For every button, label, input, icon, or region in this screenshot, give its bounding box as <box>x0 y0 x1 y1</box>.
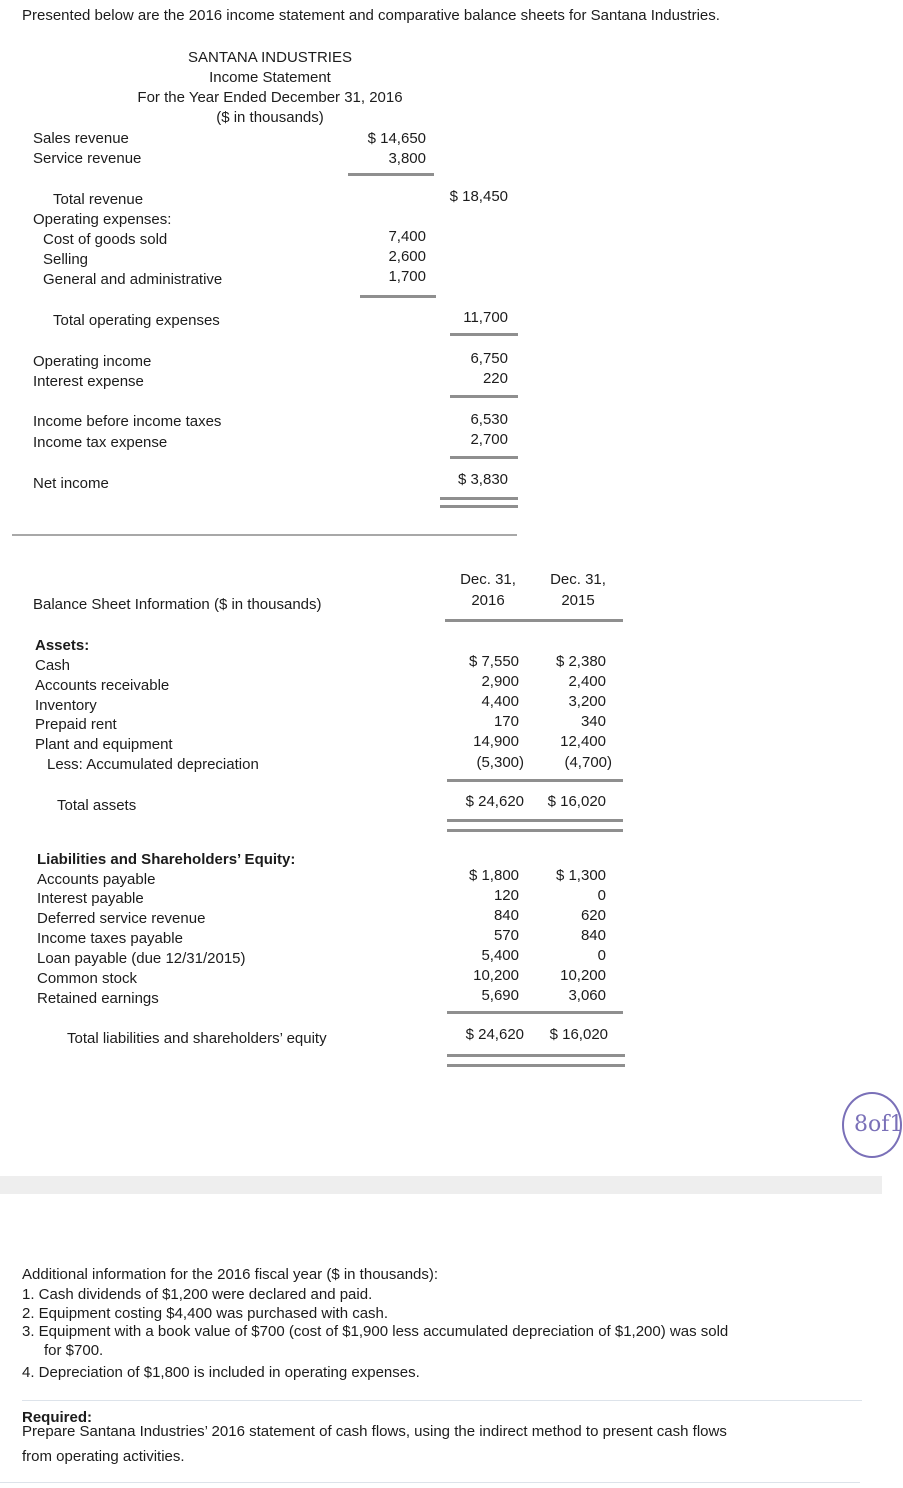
liability-2015: 3,060 <box>568 987 606 1004</box>
additional-item: 4. Depreciation of $1,800 is included in operating expenses. <box>22 1364 420 1381</box>
page-divider-band <box>0 1176 882 1194</box>
asset-2015: $ 2,380 <box>555 653 606 670</box>
asset-label: Accounts receivable <box>35 677 170 694</box>
section-separator <box>12 534 517 536</box>
total-liabilities-label: Total liabilities and shareholders’ equity <box>67 1030 327 1047</box>
asset-label: Inventory <box>35 697 97 714</box>
is-label: Net income <box>33 475 109 492</box>
handwritten-note: 8of1 <box>842 1092 902 1158</box>
is-label: Selling <box>43 251 89 268</box>
is-label: Total revenue <box>53 191 144 208</box>
is-value: 1,700 <box>388 268 426 285</box>
additional-item: 3. Equipment with a book value of $700 (cost of $1,900 less accumulated depreciation of $1,200) was sold <box>22 1323 729 1340</box>
liability-2016: 10,200 <box>473 967 519 984</box>
header-underline <box>445 619 623 622</box>
is-value: 7,400 <box>388 228 426 245</box>
liability-2015: 620 <box>580 907 606 924</box>
is-label: Service revenue <box>33 150 142 167</box>
additional-item: 2. Equipment costing $4,400 was purchased with cash. <box>22 1305 389 1322</box>
is-label: Total operating expenses <box>53 312 220 329</box>
double-underline <box>440 497 518 500</box>
is-label: Operating income <box>33 353 152 370</box>
total-assets-2015: $ 16,020 <box>547 793 606 810</box>
asset-label: Cash <box>35 657 71 674</box>
liability-2016: 5,400 <box>481 947 519 964</box>
intro-text: Presented below are the 2016 income statement and comparative balance sheets for Santana Industries. <box>22 7 720 24</box>
total-assets-label: Total assets <box>57 797 137 814</box>
double-underline <box>447 1054 625 1057</box>
asset-2016: (5,300) <box>476 754 524 771</box>
liability-2015: 840 <box>580 927 606 944</box>
liability-label: Deferred service revenue <box>37 910 206 927</box>
underline <box>450 395 518 398</box>
asset-2016: 14,900 <box>473 733 519 750</box>
is-value: $ 14,650 <box>367 130 426 147</box>
double-underline <box>447 1064 625 1067</box>
is-value: 2,600 <box>388 248 426 265</box>
asset-2015: 340 <box>580 713 606 730</box>
underline <box>447 1011 623 1014</box>
additional-item: 1. Cash dividends of $1,200 were declared and paid. <box>22 1286 373 1303</box>
is-label: Interest expense <box>33 373 144 390</box>
balance-sheet-title: Balance Sheet Information ($ in thousands) <box>33 596 322 613</box>
asset-2016: 2,900 <box>481 673 519 690</box>
statement-units: ($ in thousands) <box>216 109 324 126</box>
asset-2015: 3,200 <box>568 693 606 710</box>
underline <box>450 333 518 336</box>
asset-label: Prepaid rent <box>35 716 117 733</box>
asset-label: Less: Accumulated depreciation <box>47 756 259 773</box>
double-underline <box>447 829 623 832</box>
asset-2015: 2,400 <box>568 673 606 690</box>
is-value: $ 3,830 <box>457 471 508 488</box>
liability-2015: $ 1,300 <box>555 867 606 884</box>
liabilities-heading: Liabilities and Shareholders’ Equity: <box>37 851 296 868</box>
is-value: 11,700 <box>463 309 508 326</box>
is-label: Sales revenue <box>33 130 129 147</box>
underline <box>447 779 623 782</box>
is-value: 2,700 <box>470 431 508 448</box>
asset-2015: 12,400 <box>560 733 606 750</box>
is-value: 3,800 <box>388 150 426 167</box>
asset-label: Plant and equipment <box>35 736 173 753</box>
statement-title: Income Statement <box>209 69 331 86</box>
is-value: $ 18,450 <box>449 188 508 205</box>
liability-label: Income taxes payable <box>37 930 183 947</box>
liability-2016: 840 <box>493 907 519 924</box>
liability-2015: 0 <box>597 887 606 904</box>
underline <box>360 295 436 298</box>
required-heading: Required: <box>22 1409 93 1426</box>
liability-label: Common stock <box>37 970 138 987</box>
is-label: Operating expenses: <box>33 211 172 228</box>
liability-2015: 10,200 <box>560 967 606 984</box>
is-value: 6,530 <box>470 411 508 428</box>
is-value: 220 <box>482 370 508 387</box>
col-header-2015-line2: 2015 <box>561 592 595 609</box>
required-text-line1: Prepare Santana Industries’ 2016 statement of cash flows, using the indirect method to present cash flows <box>22 1423 727 1440</box>
underline <box>348 173 434 176</box>
additional-item-continuation: for $700. <box>44 1342 104 1359</box>
liability-2016: 5,690 <box>481 987 519 1004</box>
liability-label: Accounts payable <box>37 871 156 888</box>
assets-heading: Assets: <box>35 637 90 654</box>
liability-label: Retained earnings <box>37 990 159 1007</box>
col-header-2016-line2: 2016 <box>471 592 505 609</box>
liability-2016: $ 1,800 <box>468 867 519 884</box>
liability-label: Interest payable <box>37 890 144 907</box>
liability-2016: 570 <box>493 927 519 944</box>
is-value: 6,750 <box>470 350 508 367</box>
asset-2016: 170 <box>493 713 519 730</box>
col-header-2016-line1: Dec. 31, <box>460 571 516 588</box>
liability-2015: 0 <box>597 947 606 964</box>
additional-heading: Additional information for the 2016 fiscal year ($ in thousands): <box>22 1266 439 1283</box>
double-underline <box>440 505 518 508</box>
total-liabilities-2015: $ 16,020 <box>549 1026 608 1043</box>
total-liabilities-2016: $ 24,620 <box>465 1026 524 1043</box>
double-underline <box>447 819 623 822</box>
is-label: Income tax expense <box>33 434 168 451</box>
soft-divider <box>0 1482 860 1483</box>
company-name: SANTANA INDUSTRIES <box>188 49 352 66</box>
statement-period: For the Year Ended December 31, 2016 <box>137 89 403 106</box>
asset-2015: (4,700) <box>564 754 612 771</box>
asset-2016: $ 7,550 <box>468 653 519 670</box>
soft-divider <box>22 1400 862 1401</box>
required-text-line2: from operating activities. <box>22 1448 185 1465</box>
is-label: Cost of goods sold <box>43 231 168 248</box>
total-assets-2016: $ 24,620 <box>465 793 524 810</box>
liability-2016: 120 <box>493 887 519 904</box>
is-label: Income before income taxes <box>33 413 222 430</box>
is-label: General and administrative <box>43 271 223 288</box>
liability-label: Loan payable (due 12/31/2015) <box>37 950 246 967</box>
col-header-2015-line1: Dec. 31, <box>550 571 606 588</box>
asset-2016: 4,400 <box>481 693 519 710</box>
underline <box>450 456 518 459</box>
